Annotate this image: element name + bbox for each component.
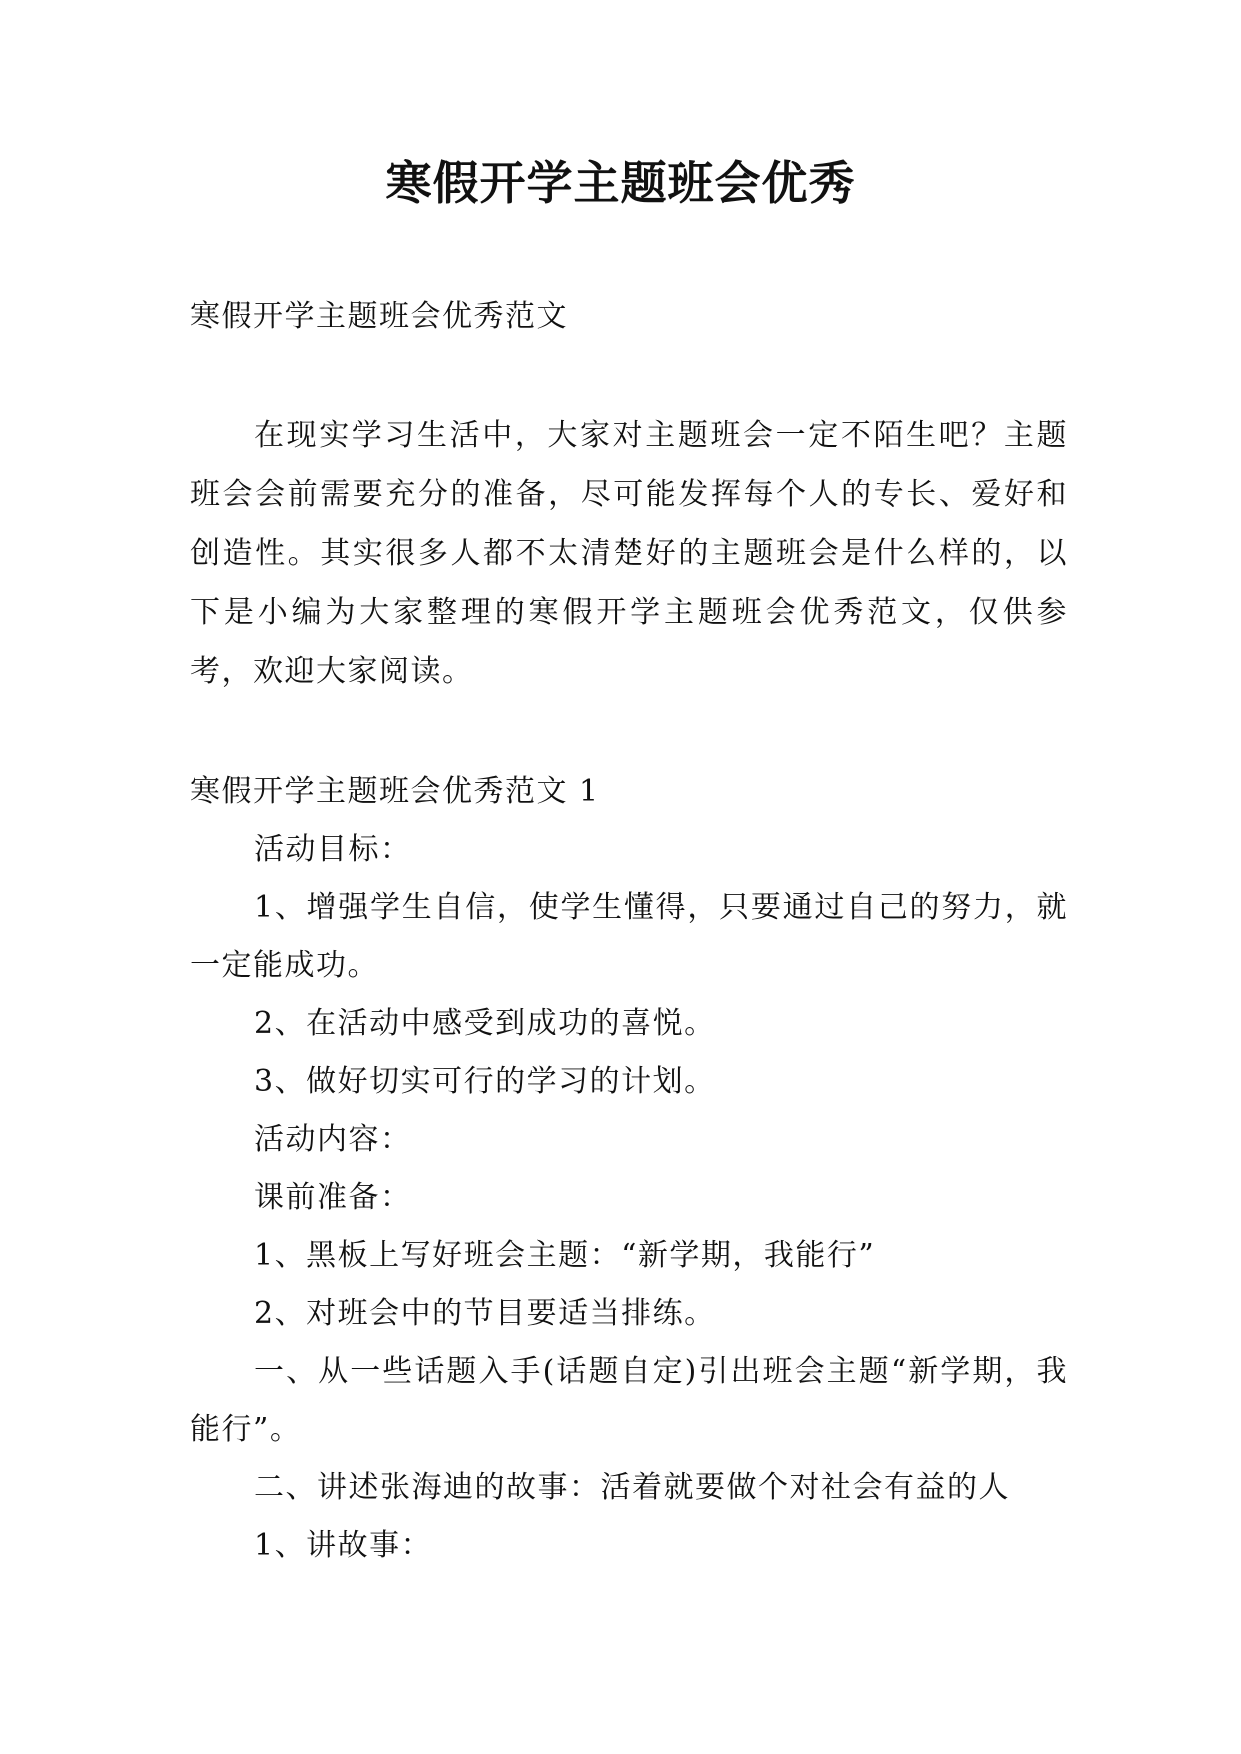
paragraph: 活动目标： bbox=[254, 832, 412, 867]
document-body bbox=[190, 288, 1068, 1575]
paragraph: 一、从一些话题入手(话题自定)引出班会主题“新学期，我能行”。 bbox=[190, 1354, 1068, 1447]
paragraph: 课前准备： bbox=[254, 1180, 412, 1215]
section-heading: 寒假开学主题班会优秀范文 1 bbox=[190, 774, 600, 809]
paragraph: 1、黑板上写好班会主题：“新学期，我能行” bbox=[254, 1238, 876, 1273]
paragraph: 2、对班会中的节目要适当排练。 bbox=[254, 1296, 716, 1331]
document-title: 寒假开学主题班会优秀 bbox=[385, 156, 856, 210]
document-subtitle: 寒假开学主题班会优秀范文 bbox=[190, 299, 568, 334]
paragraph: 二、讲述张海迪的故事：活着就要做个对社会有益的人 bbox=[254, 1470, 1010, 1505]
paragraph: 1、增强学生自信，使学生懂得，只要通过自己的努力，就一定能成功。 bbox=[190, 890, 1068, 983]
intro-paragraph: 在现实学习生活中，大家对主题班会一定不陌生吧？主题班会会前需要充分的准备，尽可能发挥每个人的专长、爱好和创造性。其实很多人都不太清楚好的主题班会是什么样的，以下是小编为大家整理的寒假开学主题班会优秀范文，仅供参考，欢迎大家阅读。 bbox=[190, 418, 1068, 689]
paragraph: 1、讲故事： bbox=[254, 1528, 433, 1563]
paragraph: 活动内容： bbox=[254, 1122, 412, 1157]
paragraph: 3、做好切实可行的学习的计划。 bbox=[254, 1064, 716, 1099]
paragraph: 2、在活动中感受到成功的喜悦。 bbox=[254, 1006, 716, 1041]
